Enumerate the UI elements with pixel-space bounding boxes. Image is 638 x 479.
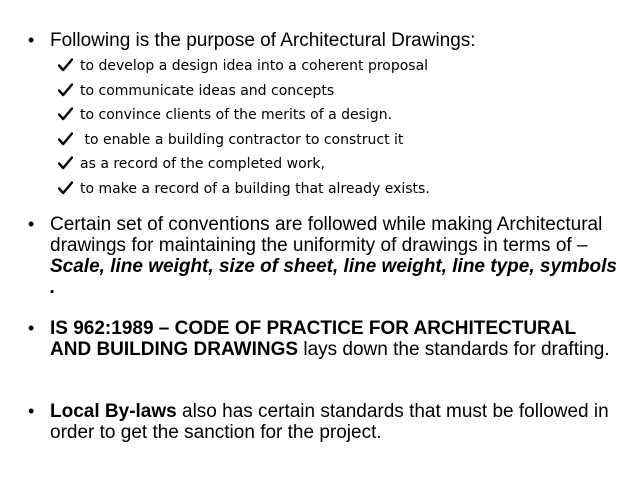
bullet-conventions — [28, 214, 618, 298]
bullet-bylaws-text — [50, 401, 618, 443]
bullet-is-code — [28, 318, 618, 360]
list-item — [58, 177, 598, 202]
list-item-text: to develop a design idea into a coherent proposal — [80, 58, 429, 75]
bylaws-text-plain: also has certain standards that must be followed in order to get the sanction for the project. — [50, 401, 609, 443]
checkmark-icon — [58, 79, 80, 103]
list-item-text: to convince clients of the merits of a design. — [80, 107, 393, 124]
list-item-text: to make a record of a building that already exists. — [80, 180, 430, 197]
checkmark-icon — [58, 54, 80, 78]
is-code-text-plain: lays down the standards for drafting. — [298, 339, 610, 360]
bullet-row — [28, 401, 618, 443]
list-item-text: as a record of the completed work, — [80, 156, 325, 173]
bullet-dot-icon: • — [28, 30, 35, 50]
conventions-text-plain: Certain set of conventions are followed while making Architectural drawings for maintaining the uniformity of drawings in terms of – — [50, 214, 603, 256]
conventions-text-emphasis: Scale, line weight, size of sheet, line weight, line type, symbols . — [50, 256, 617, 298]
checkmark-icon — [58, 177, 80, 201]
bullet-purpose — [28, 30, 618, 51]
bullet-dot-icon: • — [28, 401, 35, 421]
bullet-conventions-text — [50, 214, 618, 298]
bullet-row — [28, 30, 618, 51]
bullet-dot-icon: • — [28, 214, 35, 234]
bullet-row — [28, 318, 618, 360]
checkmark-icon — [58, 103, 80, 127]
list-item — [58, 152, 598, 177]
list-item — [58, 54, 598, 79]
list-item-text: to enable a building contractor to construct it — [80, 131, 404, 148]
bullet-dot-icon: • — [28, 318, 35, 338]
is-code-text-bold: IS 962:1989 – CODE OF PRACTICE FOR ARCHITECTURAL AND BUILDING DRAWINGS — [50, 318, 576, 360]
checkmark-icon — [58, 128, 80, 152]
list-item — [58, 103, 598, 128]
bylaws-text-bold: Local By-laws — [50, 401, 177, 422]
list-item — [58, 79, 598, 104]
list-item-text: to communicate ideas and concepts — [80, 82, 335, 99]
bullet-row — [28, 214, 618, 298]
bullet-bylaws — [28, 401, 618, 443]
list-item — [58, 128, 598, 153]
checkmark-icon — [58, 152, 80, 176]
bullet-is-code-text — [50, 318, 618, 360]
purpose-checklist — [58, 54, 598, 201]
bullet-purpose-text: Following is the purpose of Architectural Drawings: — [50, 30, 476, 51]
